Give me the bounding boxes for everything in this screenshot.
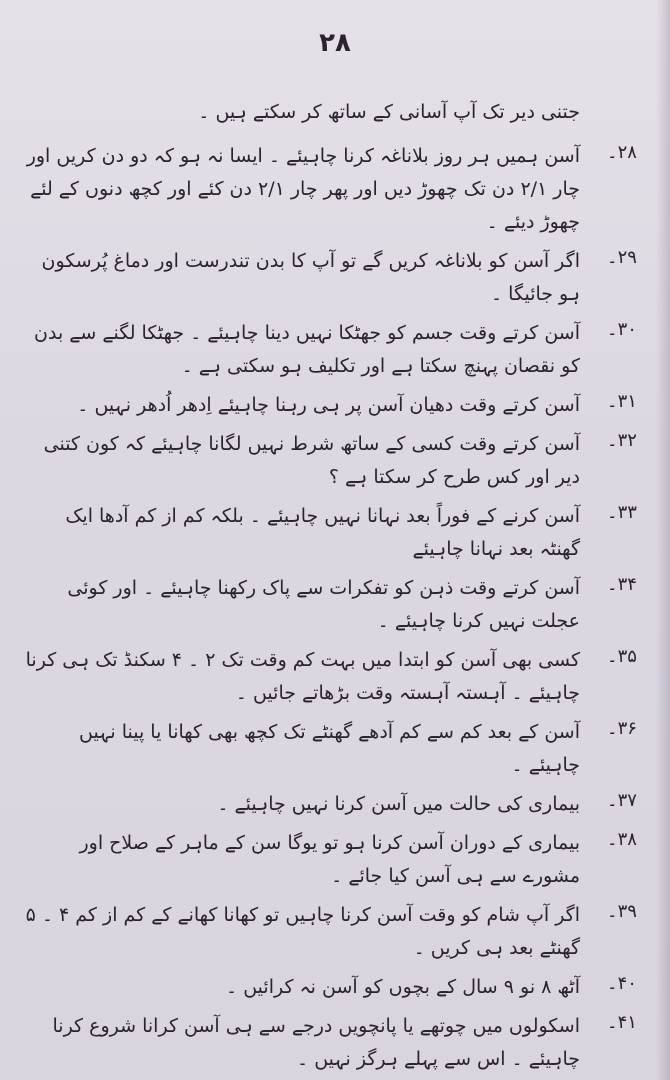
item-text: بیماری کی حالت میں آسن کرنا نہیں چاہیئے ۔ xyxy=(217,793,580,815)
list-item-33 xyxy=(22,500,652,566)
list-item-28 xyxy=(22,140,652,239)
item-text: آسن کرتے وقت جسم کو جھٹکا نہیں دینا چاہیئے ۔ جھٹکا لگنے سے بدن کو نقصان پہنچ سکتا ہے اور تکلیف ہو سکتی ہے ۔ xyxy=(34,322,580,377)
list-item-41 xyxy=(22,1010,652,1076)
item-number: ۳۶۔ xyxy=(607,718,637,739)
list-item-31 xyxy=(22,389,652,422)
list-item-32 xyxy=(22,428,652,494)
item-text: آسن کرنے کے فوراً بعد نہانا نہیں چاہیئے ۔ بلکہ کم از کم آدھا ایک گھنٹہ بعد نہانا چاہیئے xyxy=(65,505,580,560)
list-item-39 xyxy=(22,899,652,965)
intro-line: جتنی دیر تک آپ آسانی کے ساتھ کر سکتے ہیں ۔ xyxy=(198,101,580,123)
item-number: ۳۷۔ xyxy=(607,790,637,811)
item-text: آسن کرتے وقت ذہن کو تفکرات سے پاک رکھنا چاہیئے ۔ اور کوئی عجلت نہیں کرنا چاہیئے ۔ xyxy=(67,577,580,632)
item-number: ۳۱۔ xyxy=(607,391,637,412)
list-item-30 xyxy=(22,317,652,383)
page-number: ۲۸ xyxy=(319,28,351,58)
item-text: اسکولوں میں چوتھے یا پانچویں درجے سے ہی آسن کرانا شروع کرنا چاہیئے ۔ اس سے پہلے ہرگز نہیں ۔ xyxy=(52,1015,580,1070)
item-text: آسن کرتے وقت دھیان آسن پر ہی رہنا چاہیئے اِدھر اُدھر نہیں ۔ xyxy=(77,394,580,416)
item-text: آٹھ ۸ نو ۹ سال کے بچوں کو آسن نہ کرائیں ۔ xyxy=(226,976,580,998)
item-number: ۳۲۔ xyxy=(607,430,637,451)
item-number: ۳۹۔ xyxy=(607,901,637,922)
item-text: کسی بھی آسن کو ابتدا میں بہت کم وقت تک ۲ ۔ ۴ سکنڈ تک ہی کرنا چاہیئے ۔ آہستہ آہستہ وقت بڑھاتے جائیں ۔ xyxy=(25,649,580,704)
item-text: اگر آسن کو بلاناغہ کریں گے تو آپ کا بدن تندرست اور دماغ پُرسکون ہو جائیگا ۔ xyxy=(41,250,580,305)
item-number: ۳۳۔ xyxy=(607,502,637,523)
list-item-38 xyxy=(22,827,652,893)
item-number: ۲۸۔ xyxy=(607,142,637,163)
list-item-29 xyxy=(22,245,652,311)
list-item-37 xyxy=(22,788,652,821)
list-item-34 xyxy=(22,572,652,638)
item-number: ۴۱۔ xyxy=(607,1012,637,1033)
item-text: بیماری کے دوران آسن کرنا ہو تو یوگا سن کے ماہر کے صلاح اور مشورے سے ہی آسن کیا جائے ۔ xyxy=(79,832,580,887)
list-item-36 xyxy=(22,716,652,782)
item-text: آسن کے بعد کم سے کم آدھے گھنٹے تک کچھ بھی کھانا یا پینا نہیں چاہیئے ۔ xyxy=(79,721,580,776)
item-number: ۳۰۔ xyxy=(607,319,637,340)
item-number: ۳۸۔ xyxy=(607,829,637,850)
list-item-35 xyxy=(22,644,652,710)
item-number: ۲۹۔ xyxy=(607,247,637,268)
item-text: آسن ہمیں ہر روز بلاناغہ کرنا چاہیئے ۔ ایسا نہ ہو کہ دو دن کریں اور چار ۲/۱ دن تک چھوڑ دیں اور پھر چار ۲/۱ دن کئے اور کچھ دنوں کے لئے چھوڑ دیئے ۔ xyxy=(26,145,580,233)
item-text: آسن کرتے وقت کسی کے ساتھ شرط نہیں لگانا چاہیئے کہ کون کتنی دیر اور کس طرح کر سکتا ہے ؟ xyxy=(43,433,580,488)
item-text: اگر آپ شام کو وقت آسن کرنا چاہیں تو کھانا کھانے کے کم از کم ۴ ۔ ۵ گھنٹے بعد ہی کریں ۔ xyxy=(25,904,580,959)
list-item-40 xyxy=(22,971,652,1004)
item-number: ۳۵۔ xyxy=(607,646,637,667)
numbered-list xyxy=(22,140,652,1080)
page-edge-shadow xyxy=(656,0,670,1080)
item-number: ۴۰۔ xyxy=(607,973,637,994)
item-number: ۳۴۔ xyxy=(607,574,637,595)
